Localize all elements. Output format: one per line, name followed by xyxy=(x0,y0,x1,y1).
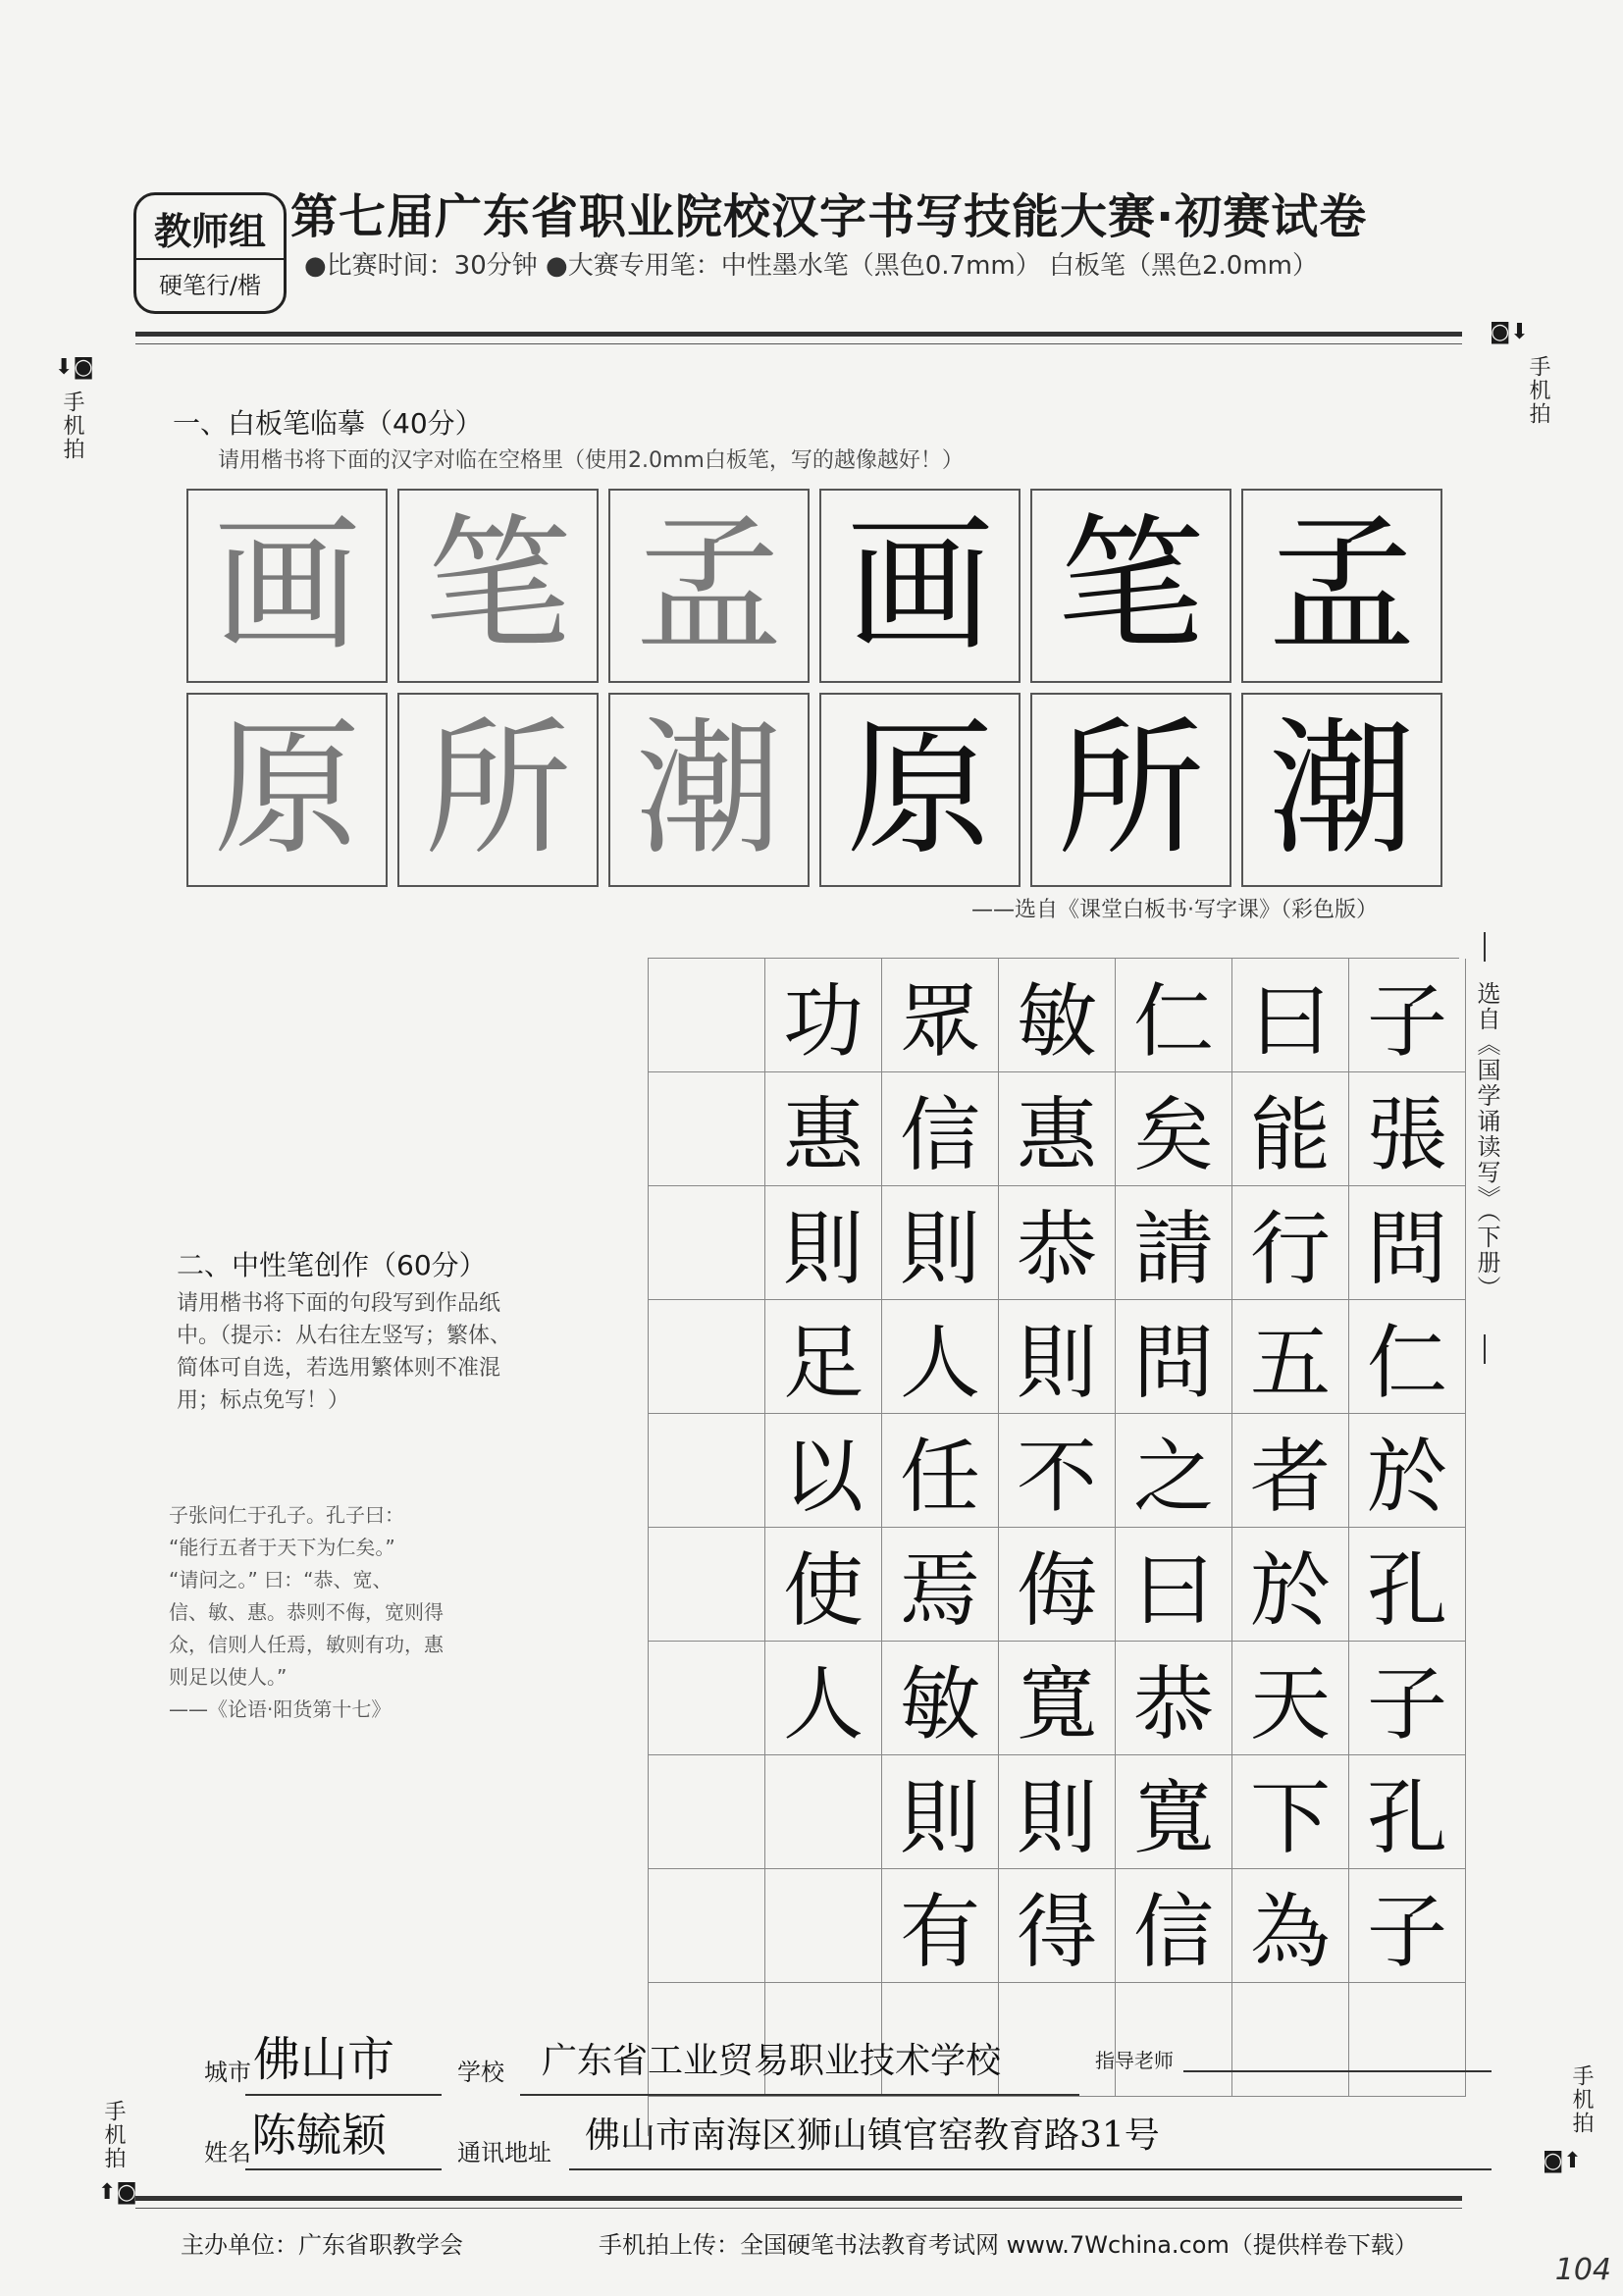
grid-cell: 敏 xyxy=(882,1642,999,1755)
grid-cell: 惠 xyxy=(999,1072,1116,1186)
grid-cell: 敏 xyxy=(999,959,1116,1072)
grid-cell: 人 xyxy=(765,1642,882,1755)
model-character-cell: 潮 xyxy=(608,693,810,887)
grid-cell xyxy=(649,959,765,1072)
group-badge xyxy=(133,192,287,314)
teacher-label: 指导老师 xyxy=(1095,2049,1174,2072)
grid-cell: 眾 xyxy=(882,959,999,1072)
grid-cell: 矣 xyxy=(1116,1072,1232,1186)
grid-cell: 侮 xyxy=(999,1528,1116,1642)
grid-cell: 孔 xyxy=(1349,1755,1466,1869)
grid-cell: 足 xyxy=(765,1300,882,1414)
passage-line: “请问之。” 曰：“恭、宽、 xyxy=(169,1568,393,1592)
grid-cell: 信 xyxy=(882,1072,999,1186)
model-character-cell: 原 xyxy=(186,693,388,887)
passage-line: 子张问仁于孔子。孔子曰： xyxy=(169,1503,404,1527)
written-character-cell: 画 xyxy=(819,489,1021,683)
grid-cell: 之 xyxy=(1116,1414,1232,1528)
passage-line: 信、敏、惠。恭则不侮，宽则得 xyxy=(169,1600,444,1624)
city-value: 佛山市 xyxy=(253,2032,395,2087)
grid-cell xyxy=(649,1755,765,1869)
model-character-cell: 笔 xyxy=(397,489,599,683)
camera-icon: ◙⬆ xyxy=(1543,2149,1582,2173)
grid-cell: 以 xyxy=(765,1414,882,1528)
grid-cell: 信 xyxy=(1116,1869,1232,1983)
name-value: 陈毓颖 xyxy=(251,2109,387,2162)
camera-icon: ⬆◙ xyxy=(98,2180,137,2205)
grid-cell: 曰 xyxy=(1232,959,1349,1072)
grid-cell: 能 xyxy=(1232,1072,1349,1186)
grid-cell: 下 xyxy=(1232,1755,1349,1869)
section1-instruction: 请用楷书将下面的汉字对临在空格里（使用2.0mm白板笔，写的越像越好！） xyxy=(218,448,964,473)
grid-cell: 子 xyxy=(1349,1642,1466,1755)
grid-cell: 子 xyxy=(1349,1869,1466,1983)
written-character-cell: 孟 xyxy=(1241,489,1442,683)
passage-line: 众，信则人任焉，敏则有功，惠 xyxy=(169,1633,444,1656)
exam-info: ●比赛时间：30分钟 ●大赛专用笔：中性墨水笔（黑色0.7mm） 白板笔（黑色2.0mm） xyxy=(304,251,1318,281)
address-value: 佛山市南海区狮山镇官窑教育路31号 xyxy=(585,2115,1160,2156)
camera-icon: ⬇◙ xyxy=(55,355,94,380)
grid-cell: 寬 xyxy=(999,1642,1116,1755)
source-rule xyxy=(1484,1334,1486,1364)
grid-cell xyxy=(649,1642,765,1755)
section2-instruction: 请用楷书将下面的句段写到作品纸中。（提示：从右往左竖写；繁体、简体可自选，若选用繁体则不准混用；标点免写！） xyxy=(177,1291,512,1413)
grid-cell xyxy=(649,1528,765,1642)
phone-capture-label: 手机拍 xyxy=(1526,355,1550,426)
grid-cell: 使 xyxy=(765,1528,882,1642)
grid-cell: 問 xyxy=(1116,1300,1232,1414)
organizer: 主办单位：广东省职教学会 xyxy=(181,2231,463,2259)
written-character-cell: 笔 xyxy=(1030,489,1231,683)
address-label: 通讯地址 xyxy=(457,2139,551,2166)
grid-cell: 於 xyxy=(1349,1414,1466,1528)
grid-cell: 者 xyxy=(1232,1414,1349,1528)
passage-line: 则足以使人。” xyxy=(169,1665,288,1689)
passage-line: “能行五者于天下为仁矣。” xyxy=(169,1536,395,1559)
grid-cell: 人 xyxy=(882,1300,999,1414)
grid-cell: 為 xyxy=(1232,1869,1349,1983)
grid-cell: 焉 xyxy=(882,1528,999,1642)
header-rule-thin xyxy=(135,343,1462,344)
source-rule xyxy=(1484,932,1486,962)
grid-cell: 功 xyxy=(765,959,882,1072)
grid-cell: 則 xyxy=(882,1755,999,1869)
grid-cell xyxy=(649,1414,765,1528)
footer-rule xyxy=(135,2196,1462,2201)
passage-line: ——《论语·阳货第十七》 xyxy=(169,1697,392,1721)
teacher-field[interactable] xyxy=(1183,2051,1492,2072)
model-character-cell: 所 xyxy=(397,693,599,887)
section1-heading: 一、白板笔临摹（40分） xyxy=(173,407,483,440)
badge-category-label: 硬笔行/楷 xyxy=(158,272,262,299)
model-character-cell: 画 xyxy=(186,489,388,683)
grid-cell: 則 xyxy=(882,1186,999,1300)
written-character-cell: 潮 xyxy=(1241,693,1442,887)
section1-source: ——选自《课堂白板书·写字课》（彩色版） xyxy=(971,898,1378,922)
grid-cell: 不 xyxy=(999,1414,1116,1528)
page-number: 104 xyxy=(1554,2253,1611,2287)
grid-cell: 曰 xyxy=(1116,1528,1232,1642)
grid-cell xyxy=(649,1869,765,1983)
school-value: 广东省工业贸易职业技术学校 xyxy=(542,2041,1002,2081)
section2-heading: 二、中性笔创作（60分） xyxy=(177,1249,487,1281)
grid-cell: 則 xyxy=(765,1186,882,1300)
page-title: 第七届广东省职业院校汉字书写技能大赛·初赛试卷 xyxy=(290,189,1368,244)
header-rule xyxy=(135,332,1462,337)
grid-cell xyxy=(649,1072,765,1186)
footer-rule-thin xyxy=(135,2208,1462,2209)
grid-cell: 則 xyxy=(999,1755,1116,1869)
grid-cell: 任 xyxy=(882,1414,999,1528)
phone-capture-label: 手机拍 xyxy=(1569,2064,1594,2135)
grid-cell: 仁 xyxy=(1116,959,1232,1072)
written-character-cell: 所 xyxy=(1030,693,1231,887)
source-passage xyxy=(169,1499,542,1726)
grid-cell: 仁 xyxy=(1349,1300,1466,1414)
section2-source: 选自《国学诵读写》（下册） xyxy=(1473,981,1500,1301)
model-character-cell: 孟 xyxy=(608,489,810,683)
grid-cell: 有 xyxy=(882,1869,999,1983)
copy-grid xyxy=(186,489,1452,901)
grid-cell: 行 xyxy=(1232,1186,1349,1300)
grid-cell xyxy=(765,1755,882,1869)
city-label: 城市 xyxy=(204,2059,251,2086)
grid-cell: 孔 xyxy=(1349,1528,1466,1642)
grid-cell xyxy=(649,1186,765,1300)
camera-icon: ◙⬇ xyxy=(1490,320,1529,344)
name-label: 姓名 xyxy=(204,2139,251,2166)
phone-capture-label: 手机拍 xyxy=(60,391,84,461)
grid-cell xyxy=(1349,1983,1466,2097)
phone-capture-label: 手机拍 xyxy=(101,2100,126,2170)
grid-cell: 於 xyxy=(1232,1528,1349,1642)
grid-cell: 五 xyxy=(1232,1300,1349,1414)
badge-group-label: 教师组 xyxy=(153,210,266,253)
written-character-cell: 原 xyxy=(819,693,1021,887)
grid-cell: 恭 xyxy=(1116,1642,1232,1755)
grid-cell: 天 xyxy=(1232,1642,1349,1755)
upload-info: 手机拍上传：全国硬笔书法教育考试网 www.7Wchina.com（提供样卷下载） xyxy=(599,2231,1418,2259)
grid-cell: 恭 xyxy=(999,1186,1116,1300)
grid-cell xyxy=(1232,1983,1349,2097)
grid-cell: 則 xyxy=(999,1300,1116,1414)
grid-cell: 惠 xyxy=(765,1072,882,1186)
grid-cell: 寬 xyxy=(1116,1755,1232,1869)
school-label: 学校 xyxy=(457,2059,504,2086)
writing-grid xyxy=(648,958,1459,2136)
grid-cell: 請 xyxy=(1116,1186,1232,1300)
grid-cell: 問 xyxy=(1349,1186,1466,1300)
grid-cell xyxy=(649,1300,765,1414)
grid-cell xyxy=(1116,1983,1232,2097)
grid-cell: 得 xyxy=(999,1869,1116,1983)
grid-cell xyxy=(765,1869,882,1983)
badge-divider xyxy=(136,258,284,260)
grid-cell: 張 xyxy=(1349,1072,1466,1186)
grid-cell: 子 xyxy=(1349,959,1466,1072)
